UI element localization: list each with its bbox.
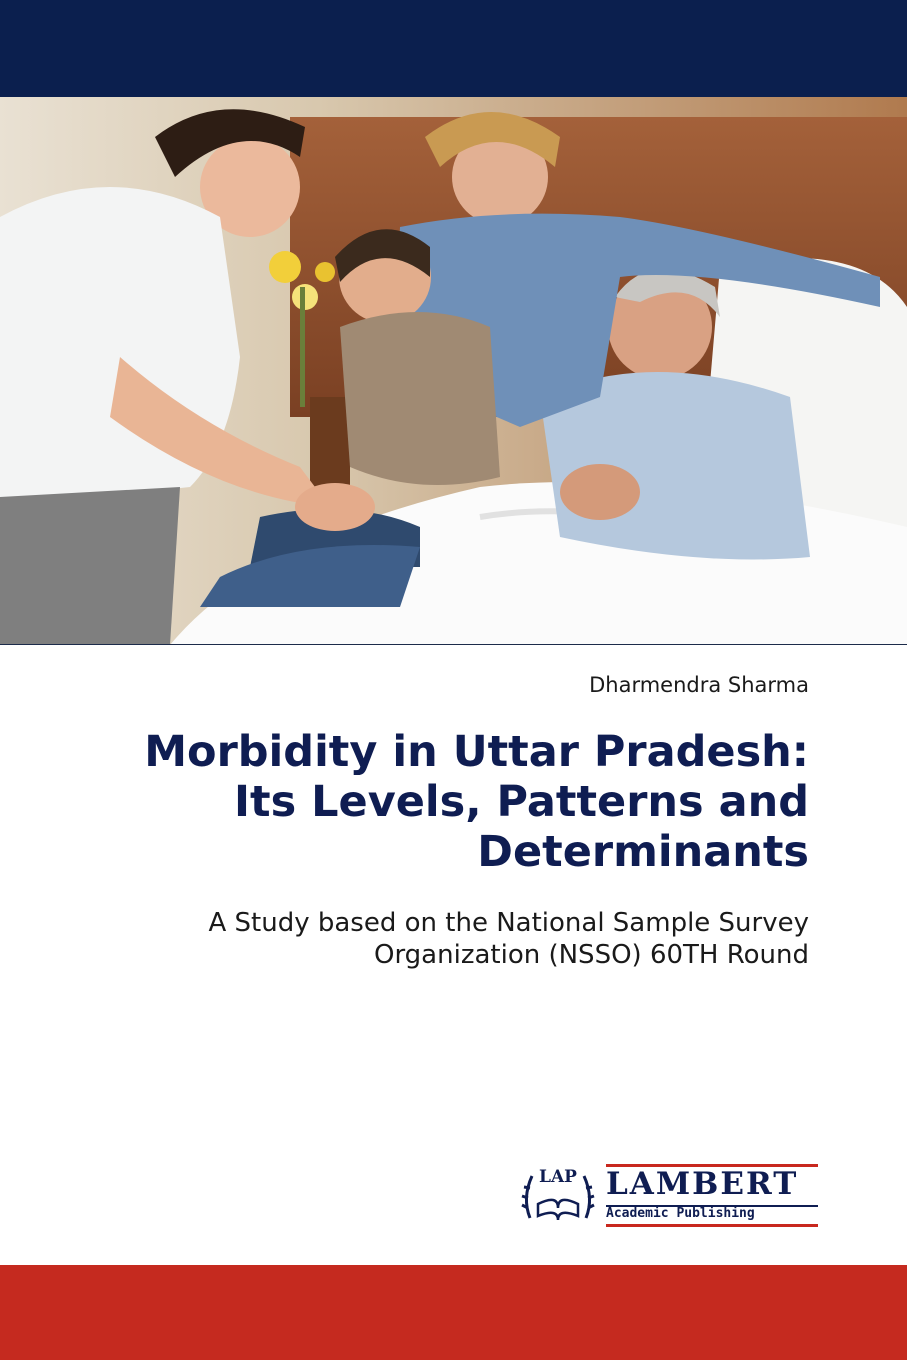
publisher-logo	[518, 1158, 822, 1232]
book-subtitle	[49, 907, 809, 971]
bottom-red-band	[0, 1265, 907, 1360]
author-name: Dharmendra Sharma	[589, 673, 809, 697]
title-line: Determinants	[477, 827, 809, 877]
publisher-name: LAMBERT	[606, 1166, 799, 1202]
title-line: Its Levels, Patterns and	[234, 777, 809, 827]
subtitle-line: Organization (NSSO) 60TH Round	[373, 940, 809, 970]
logo-bottom-rule	[606, 1224, 818, 1227]
publisher-tagline: Academic Publishing	[606, 1206, 755, 1221]
cover-photo	[0, 97, 907, 645]
book-title	[49, 727, 809, 877]
lap-emblem-icon	[518, 1158, 598, 1232]
photo-divider	[0, 644, 907, 645]
subtitle-line: A Study based on the National Sample Survey	[208, 908, 809, 938]
top-navy-band	[0, 0, 907, 97]
emblem-text: LAP	[539, 1167, 577, 1187]
title-line: Morbidity in Uttar Pradesh:	[144, 727, 809, 777]
